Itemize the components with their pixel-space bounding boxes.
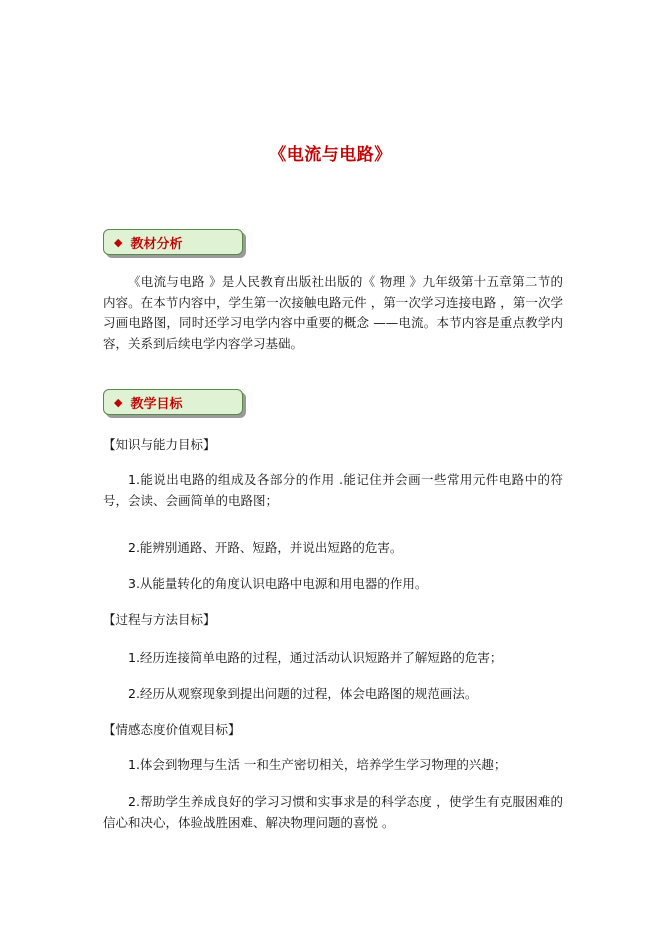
list-item: 1.能说出电路的组成及各部分的作用 .能记住并会画一些常用元件电路中的符号，会读、会画简单的电路图； (103, 472, 563, 508)
list-item: 2.能辨别通路、开路、短路，并说出短路的危害。 (128, 540, 403, 555)
analysis-paragraph: 《电流与电路 》是人民教育出版社出版的《 物理 》九年级第十五章第二节的内容。在本节内容中，学生第一次接触电路元件 ，第一次学习连接电路 ，第一次学习画电路图，同时还学习电学内容中重要的概念 ——电流。本节内容是重点教学内容，关系到后续电学内容学习基础。 (103, 274, 563, 351)
diamond-icon: ◆ (114, 235, 123, 249)
list-item: 1.体会到物理与生活 一和生产密切相关，培养学生学习物理的兴趣； (128, 757, 507, 772)
section-header-analysis (103, 229, 243, 255)
diamond-icon: ◆ (114, 395, 123, 409)
section-label: 教学目标 (130, 396, 183, 412)
list-item: 2.经历从观察现象到提出问题的过程，体会电路图的规范画法。 (128, 686, 478, 701)
section-label: 教材分析 (130, 236, 183, 252)
group-heading-knowledge: 【知识与能力目标】 (103, 437, 216, 452)
group-heading-process: 【过程与方法目标】 (103, 612, 216, 627)
group-heading-attitude: 【情感态度价值观目标】 (103, 722, 241, 737)
list-item: 3.从能量转化的角度认识电路中电源和用电器的作用。 (128, 576, 428, 591)
list-item: 1.经历连接简单电路的过程，通过活动认识短路并了解短路的危害； (128, 650, 503, 665)
list-item: 2.帮助学生养成良好的学习习惯和实事求是的科学态度 ，使学生有克服困难的信心和决心，体验战胜困难、解决物理问题的喜悦 。 (103, 794, 563, 830)
section-header-objectives (103, 389, 243, 415)
page-title: 《电流与电路》 (269, 145, 392, 165)
